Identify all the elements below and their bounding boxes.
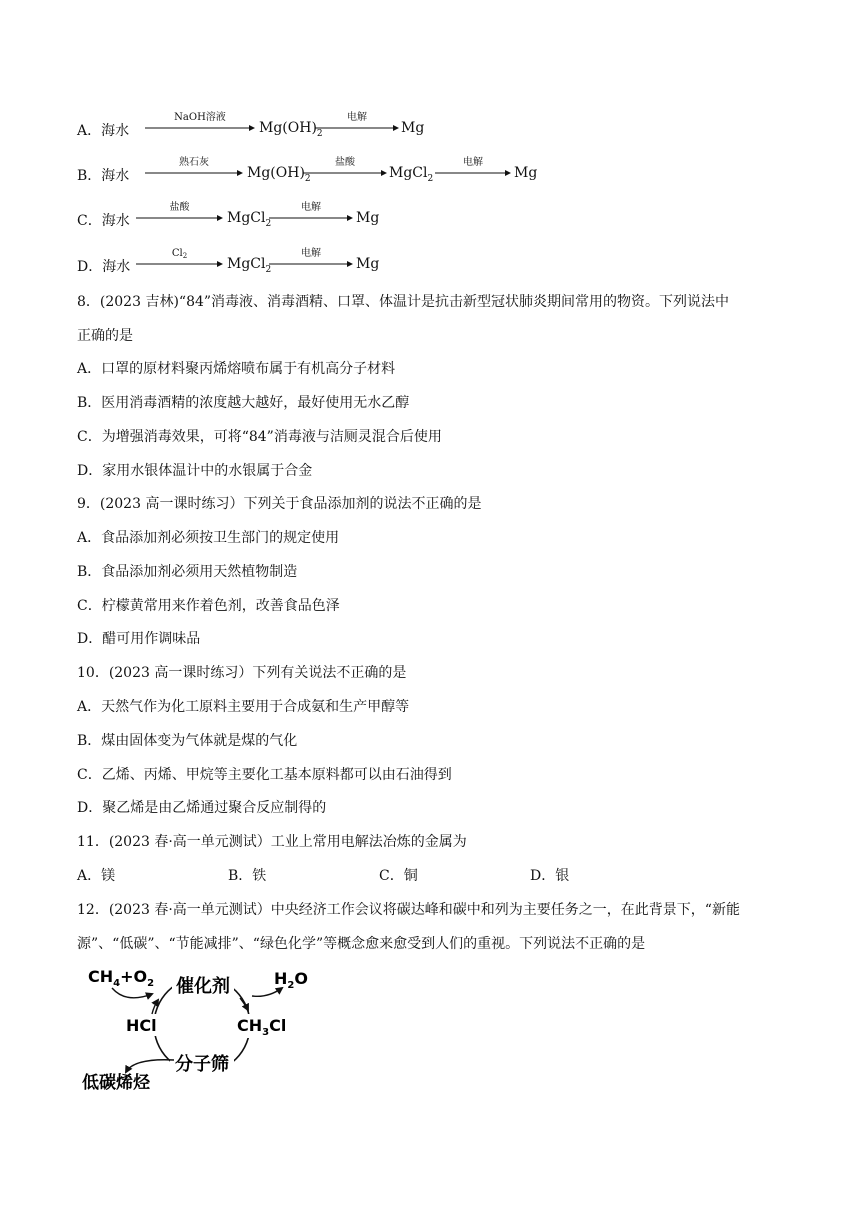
q10-option-b: B．煤由固体变为气体就是煤的气化 bbox=[77, 733, 298, 749]
q10-option-d: D．聚乙烯是由乙烯通过聚合反应制得的 bbox=[77, 800, 327, 816]
q10-stem: 10．(2023 高一课时练习）下列有关说法不正确的是 bbox=[77, 665, 407, 681]
reaction-c bbox=[77, 202, 397, 232]
reaction-d bbox=[77, 248, 397, 278]
product: MgCl$_2$ bbox=[389, 165, 434, 184]
product: $Mg(OH)_2$ bbox=[259, 120, 323, 139]
output-arrow-icon bbox=[252, 988, 282, 996]
q12-stem-cont: 源”、“低碳”、“节能减排”、“绿色化学”等概念愈来愈受到人们的重视。下列说法不正确的是 bbox=[77, 936, 646, 952]
arrow-icon bbox=[145, 124, 255, 132]
option-label: C．海水 bbox=[77, 213, 130, 229]
reaction-b bbox=[77, 157, 547, 187]
q9-option-d: D．醋可用作调味品 bbox=[77, 631, 201, 647]
reaction-arrow bbox=[269, 248, 353, 278]
arrow-icon bbox=[269, 260, 353, 268]
reaction-arrow bbox=[136, 248, 223, 278]
product: Mg bbox=[514, 165, 538, 181]
q8-option-b: B．医用消毒酒精的浓度越大越好，最好使用无水乙醇 bbox=[77, 395, 410, 411]
q9-option-b: B．食品添加剂必须用天然植物制造 bbox=[77, 564, 298, 580]
option-label: A．海水 bbox=[77, 123, 130, 139]
arrow-icon bbox=[303, 169, 387, 177]
product: MgCl$_2$ bbox=[227, 210, 272, 229]
q10-option-a: A．天然气作为化工原料主要用于合成氨和生产甲醇等 bbox=[77, 699, 410, 715]
arrow-icon bbox=[435, 169, 511, 177]
reaction-arrow bbox=[145, 157, 243, 187]
arrow-condition: 电解 bbox=[463, 157, 483, 168]
arrow-icon bbox=[145, 169, 243, 177]
olefin-arrow-icon bbox=[126, 1060, 174, 1072]
input-arrow-icon bbox=[112, 988, 152, 998]
sieve-label: 分子筛 bbox=[175, 1054, 229, 1075]
hcl-label: HCl bbox=[126, 1016, 157, 1035]
water-label: $H_2O$ bbox=[274, 969, 308, 991]
product: Mg bbox=[356, 210, 380, 226]
reaction-arrow bbox=[315, 112, 399, 142]
q8-option-a: A．口罩的原材料聚丙烯熔喷布属于有机高分子材料 bbox=[77, 361, 396, 377]
product: Mg bbox=[401, 120, 425, 136]
q11-option-a: A．镁 bbox=[77, 868, 116, 884]
q8-stem-cont: 正确的是 bbox=[77, 328, 133, 344]
q11-option-c: C．铜 bbox=[379, 868, 418, 884]
reaction-a bbox=[77, 112, 437, 142]
option-label: D．海水 bbox=[77, 259, 131, 275]
arrow-condition: 盐酸 bbox=[169, 202, 190, 213]
arrow-icon bbox=[136, 214, 223, 222]
product: MgCl$_2$ bbox=[227, 256, 272, 275]
arrow-icon bbox=[315, 124, 399, 132]
reaction-arrow bbox=[136, 202, 223, 232]
reaction-arrow bbox=[435, 157, 511, 187]
arrow-condition: 电解 bbox=[301, 202, 321, 213]
reaction-arrow bbox=[303, 157, 387, 187]
reaction-arrow bbox=[145, 112, 255, 142]
q12-stem: 12．(2023 春·高一单元测试）中央经济工作会议将碳达峰和碳中和列为主要任务之一，在此背景下，“新能 bbox=[77, 902, 740, 918]
product: Mg bbox=[356, 256, 380, 272]
reaction-arrow bbox=[269, 202, 353, 232]
arrow-condition: 电解 bbox=[301, 248, 321, 259]
ring-arrow-icon bbox=[240, 998, 248, 1010]
arrow-condition: 盐酸 bbox=[335, 157, 355, 168]
arrow-condition: NaOH溶液 bbox=[174, 112, 226, 123]
q10-option-c: C．乙烯、丙烯、甲烷等主要化工基本原料都可以由石油得到 bbox=[77, 767, 452, 783]
catalytic-cycle-figure bbox=[82, 960, 312, 1095]
q8-option-d: D．家用水银体温计中的水银属于合金 bbox=[77, 463, 313, 479]
arrow-condition: 电解 bbox=[347, 112, 367, 123]
reactant-label: $CH_4+O_2$ bbox=[88, 967, 155, 989]
olefin-label: 低碳烯烃 bbox=[82, 1073, 150, 1093]
q9-stem: 9．(2023 高一课时练习）下列关于食品添加剂的说法不正确的是 bbox=[77, 496, 482, 512]
q11-option-d: D．银 bbox=[530, 868, 570, 884]
q11-option-b: B．铁 bbox=[228, 868, 267, 884]
q9-option-c: C．柠檬黄常用来作着色剂，改善食品色泽 bbox=[77, 598, 340, 614]
q9-option-a: A．食品添加剂必须按卫生部门的规定使用 bbox=[77, 530, 340, 546]
product: $Mg(OH)_2$ bbox=[247, 165, 311, 184]
arrow-condition: 熟石灰 bbox=[179, 157, 209, 168]
q8-option-c: C．为增强消毒效果，可将“84”消毒液与洁厕灵混合后使用 bbox=[77, 429, 442, 445]
q8-stem: 8．(2023 吉林)“84”消毒液、消毒酒精、口罩、体温计是抗击新型冠状肺炎期间常用的物资。下列说法中 bbox=[77, 294, 730, 310]
arrow-icon bbox=[269, 214, 353, 222]
q11-stem: 11．(2023 春·高一单元测试）工业上常用电解法冶炼的金属为 bbox=[77, 834, 467, 850]
arrow-condition: $Cl_2$ bbox=[171, 248, 188, 260]
catalyst-label: 催化剂 bbox=[176, 976, 230, 997]
ch3cl-label: $CH_3Cl$ bbox=[237, 1016, 287, 1038]
option-label: B．海水 bbox=[77, 168, 130, 184]
arrow-icon bbox=[136, 260, 223, 268]
